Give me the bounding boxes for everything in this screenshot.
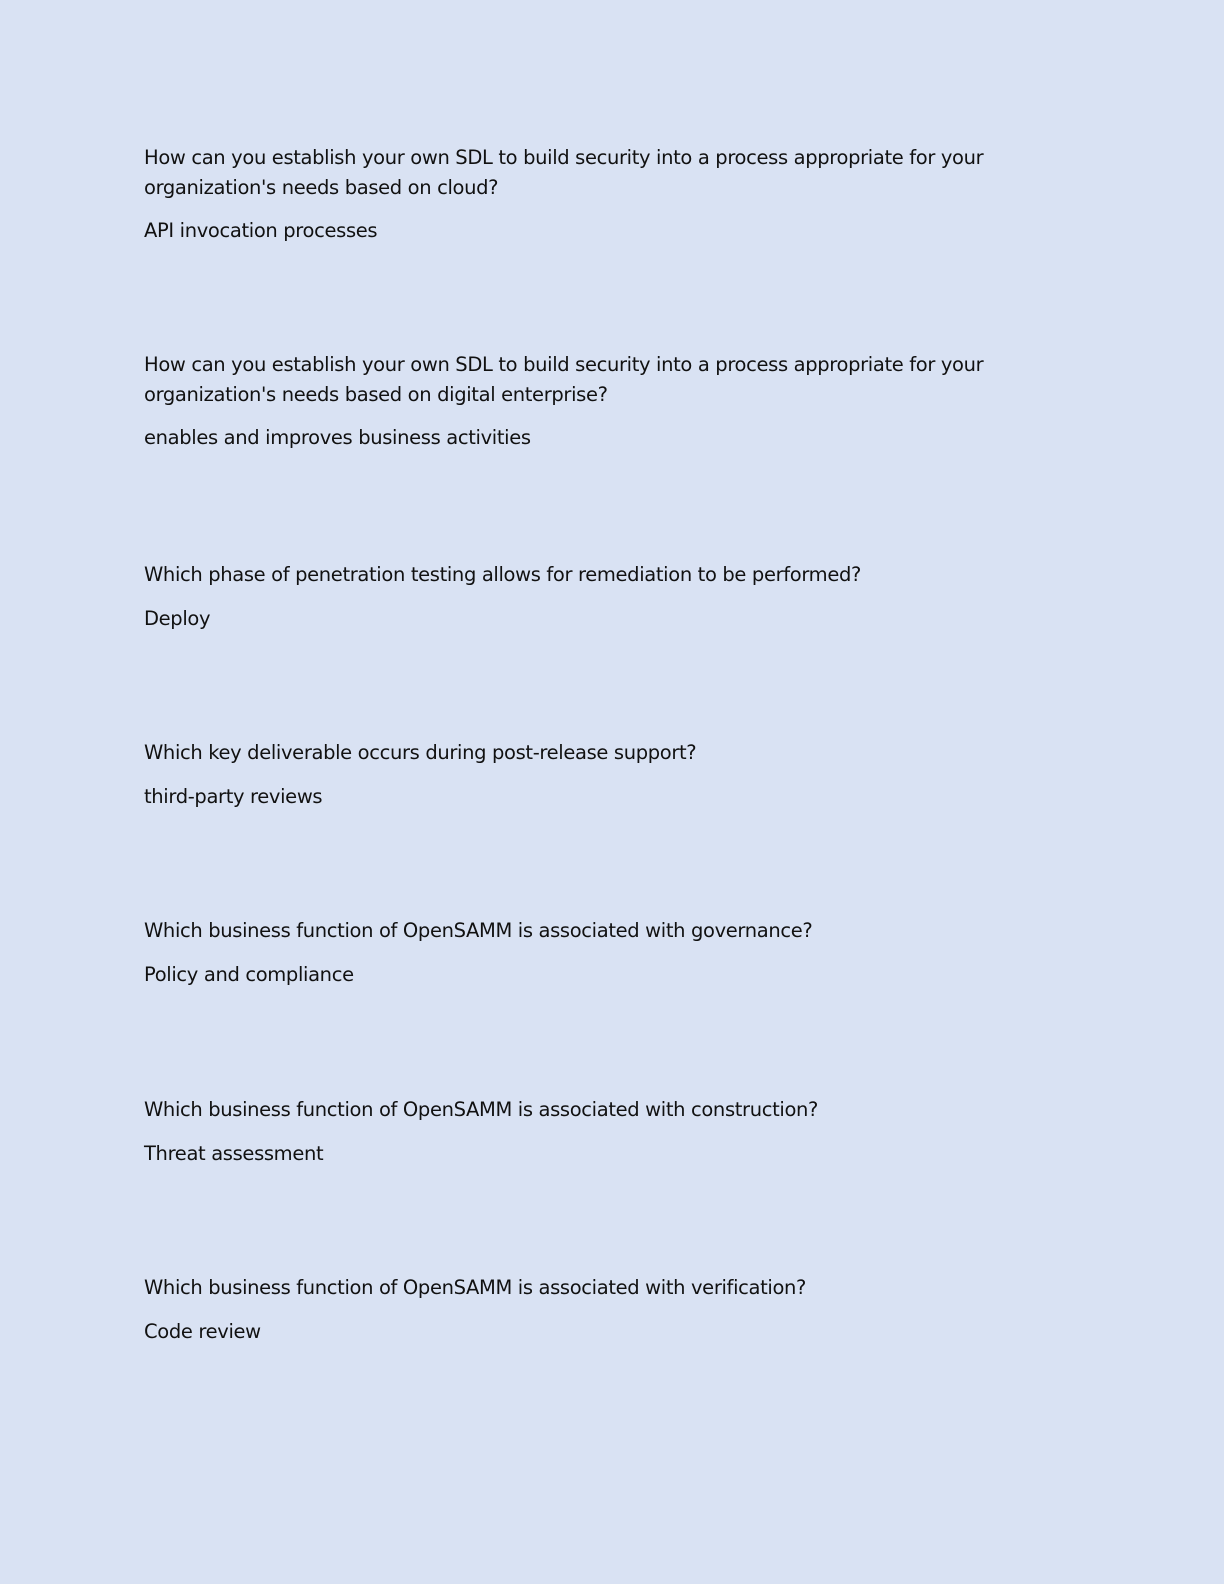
qa-item xyxy=(144,350,1084,453)
question-text: Which business function of OpenSAMM is associated with construction? xyxy=(144,1098,819,1121)
answer-text: enables and improves business activities xyxy=(144,426,531,449)
qa-item xyxy=(144,916,1084,989)
qa-item xyxy=(144,1095,1084,1168)
question-text: How can you establish your own SDL to build security into a process appropriate for your organization's needs based on digital enterprise? xyxy=(144,353,984,406)
answer-text: Code review xyxy=(144,1319,261,1343)
question-text: Which phase of penetration testing allows for remediation to be performed? xyxy=(144,563,862,586)
question-text: Which key deliverable occurs during post-release support? xyxy=(144,741,697,764)
question-text: Which business function of OpenSAMM is associated with governance? xyxy=(144,919,813,942)
qa-item xyxy=(144,738,1084,811)
qa-item xyxy=(144,1273,1084,1346)
answer-text: API invocation processes xyxy=(144,219,378,242)
question-text: Which business function of OpenSAMM is associated with verification? xyxy=(144,1276,807,1299)
qa-item xyxy=(144,560,1084,633)
qa-item xyxy=(144,143,1084,246)
answer-text: Policy and compliance xyxy=(144,962,354,986)
answer-text: Deploy xyxy=(144,606,211,630)
question-text: How can you establish your own SDL to build security into a process appropriate for your organization's needs based on cloud? xyxy=(144,146,984,199)
answer-text: third-party reviews xyxy=(144,784,323,808)
answer-text: Threat assessment xyxy=(144,1141,324,1165)
